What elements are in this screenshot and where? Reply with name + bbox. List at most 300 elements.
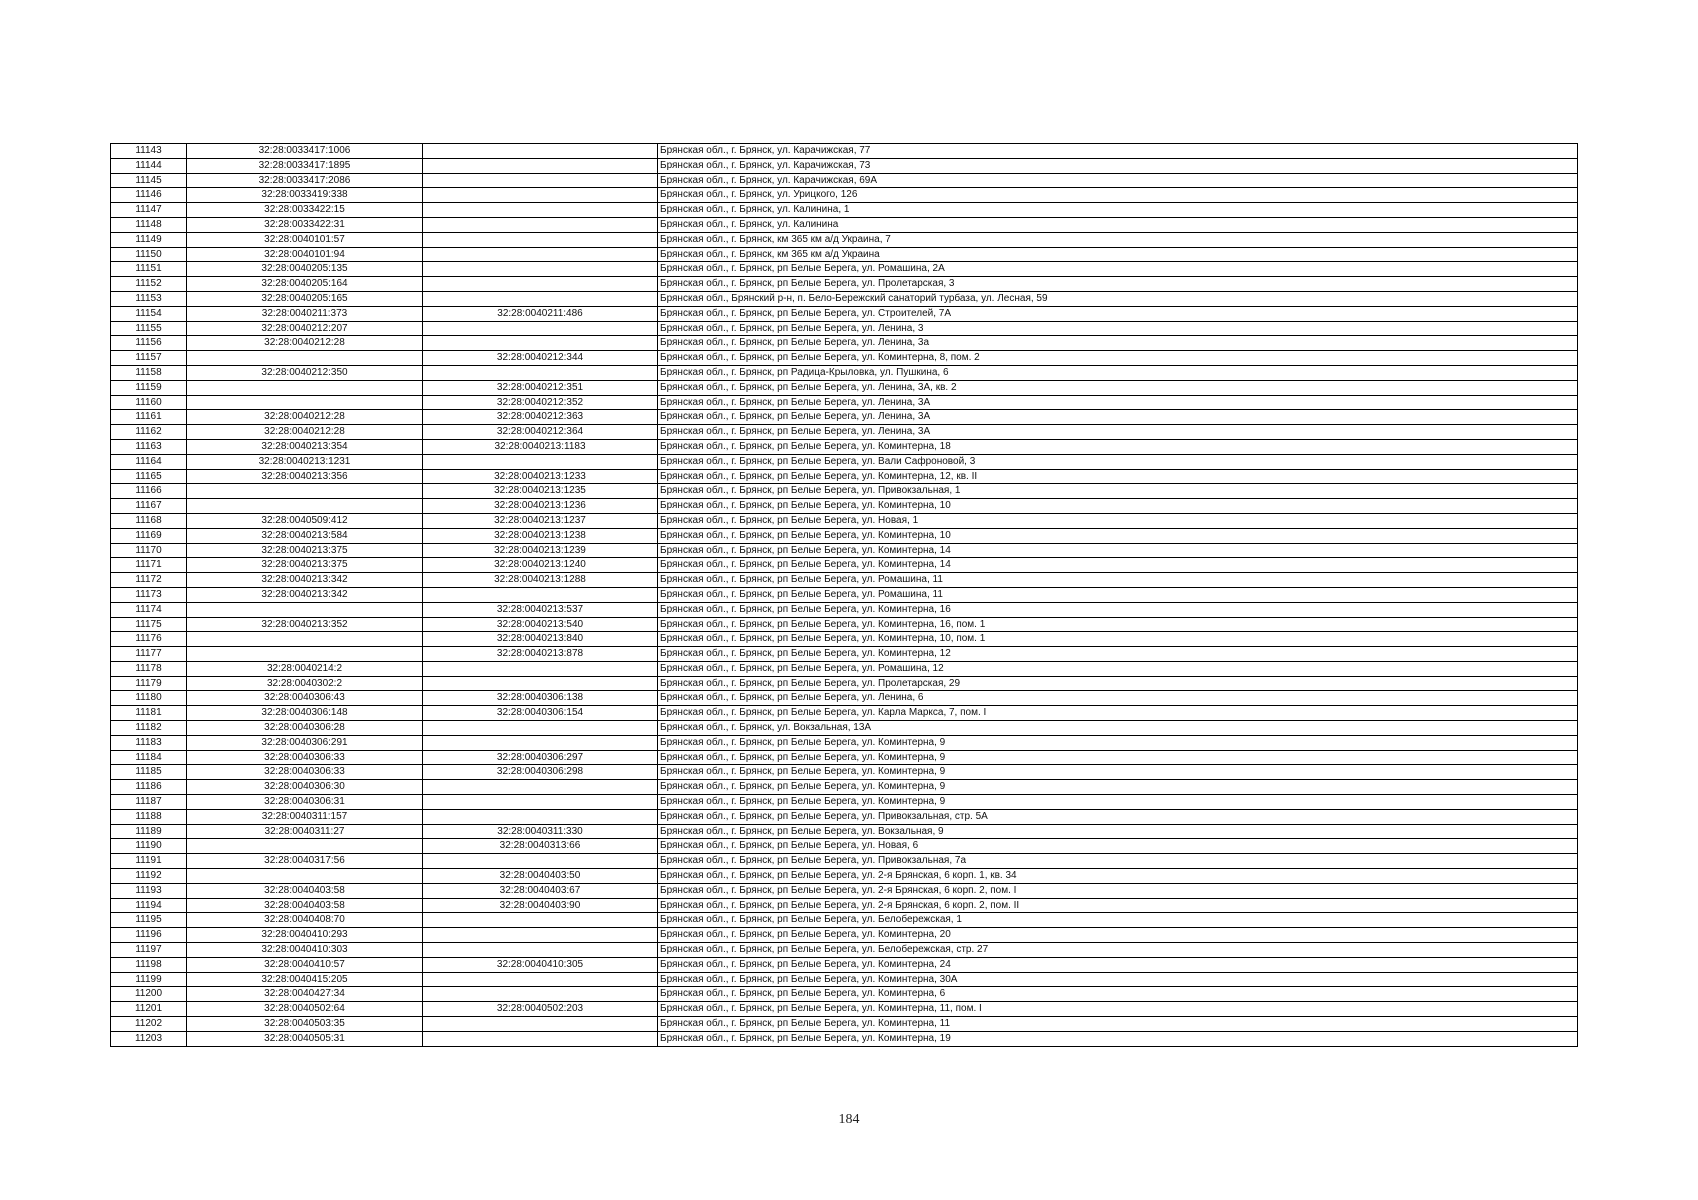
cadastral-number-cell: 32:28:0040205:164 [187, 277, 423, 292]
address-cell: Брянская обл., г. Брянск, ул. Вокзальная, 13А [658, 721, 1578, 736]
address-cell: Брянская обл., г. Брянск, рп Белые Берега, ул. Коминтерна, 8, пом. 2 [658, 351, 1578, 366]
cadastral-number-cell: 32:28:0040101:57 [187, 232, 423, 247]
row-number-cell: 11153 [111, 291, 187, 306]
row-number-cell: 11164 [111, 454, 187, 469]
address-cell: Брянская обл., г. Брянск, рп Белые Берега, ул. Ромашина, 2А [658, 262, 1578, 277]
cadastral-number-cell: 32:28:0040410:57 [187, 957, 423, 972]
sub-cadastral-number-cell: 32:28:0040213:1233 [423, 469, 658, 484]
cadastral-number-cell: 32:28:0040213:375 [187, 543, 423, 558]
row-number-cell: 11182 [111, 721, 187, 736]
table-row [111, 987, 1578, 1002]
address-cell: Брянская обл., г. Брянск, рп Белые Берега, ул. Коминтерна, 11 [658, 1017, 1578, 1032]
row-number-cell: 11167 [111, 499, 187, 514]
cadastral-number-cell: 32:28:0040213:584 [187, 528, 423, 543]
sub-cadastral-number-cell: 32:28:0040213:1235 [423, 484, 658, 499]
row-number-cell: 11165 [111, 469, 187, 484]
row-number-cell: 11173 [111, 587, 187, 602]
address-cell: Брянская обл., г. Брянск, рп Белые Берега, ул. Ленина, 6 [658, 691, 1578, 706]
row-number-cell: 11185 [111, 765, 187, 780]
cadastral-number-cell: 32:28:0040101:94 [187, 247, 423, 262]
cadastral-number-cell: 32:28:0033422:15 [187, 203, 423, 218]
row-number-cell: 11197 [111, 943, 187, 958]
row-number-cell: 11196 [111, 928, 187, 943]
address-cell: Брянская обл., г. Брянск, рп Белые Берега, ул. Ленина, 3А, кв. 2 [658, 380, 1578, 395]
sub-cadastral-number-cell: 32:28:0040213:1240 [423, 558, 658, 573]
address-cell: Брянская обл., г. Брянск, рп Белые Берега, ул. Новая, 6 [658, 839, 1578, 854]
sub-cadastral-number-cell: 32:28:0040213:1238 [423, 528, 658, 543]
row-number-cell: 11180 [111, 691, 187, 706]
table-row [111, 661, 1578, 676]
sub-cadastral-number-cell: 32:28:0040213:840 [423, 632, 658, 647]
row-number-cell: 11198 [111, 957, 187, 972]
address-cell: Брянская обл., г. Брянск, рп Белые Берега, ул. Ленина, 3 [658, 321, 1578, 336]
cadastral-number-cell [187, 351, 423, 366]
table-row [111, 543, 1578, 558]
row-number-cell: 11176 [111, 632, 187, 647]
address-cell: Брянская обл., г. Брянск, рп Белые Берега, ул. Коминтерна, 20 [658, 928, 1578, 943]
cadastral-number-cell: 32:28:0040213:375 [187, 558, 423, 573]
address-cell: Брянская обл., г. Брянск, рп Белые Берега, ул. Белобережская, 1 [658, 913, 1578, 928]
address-cell: Брянская обл., г. Брянск, рп Белые Берега, ул. Новая, 1 [658, 513, 1578, 528]
table-row [111, 469, 1578, 484]
address-cell: Брянская обл., г. Брянск, рп Белые Берега, ул. Привокзальная, 1 [658, 484, 1578, 499]
cadastral-number-cell: 32:28:0040306:28 [187, 721, 423, 736]
cadastral-number-cell: 32:28:0040214:2 [187, 661, 423, 676]
cadastral-number-cell: 32:28:0033422:31 [187, 217, 423, 232]
table-row [111, 395, 1578, 410]
cadastral-number-cell [187, 484, 423, 499]
address-cell: Брянская обл., г. Брянск, рп Белые Берега, ул. Коминтерна, 9 [658, 780, 1578, 795]
row-number-cell: 11191 [111, 854, 187, 869]
sub-cadastral-number-cell [423, 721, 658, 736]
table-row [111, 869, 1578, 884]
sub-cadastral-number-cell [423, 587, 658, 602]
address-cell: Брянская обл., г. Брянск, км 365 км а/д Украина [658, 247, 1578, 262]
cadastral-number-cell [187, 499, 423, 514]
sub-cadastral-number-cell: 32:28:0040212:351 [423, 380, 658, 395]
cadastral-number-cell [187, 647, 423, 662]
address-cell: Брянская обл., г. Брянск, рп Белые Берега, ул. Коминтерна, 9 [658, 750, 1578, 765]
cadastral-number-cell [187, 839, 423, 854]
sub-cadastral-number-cell: 32:28:0040213:1239 [423, 543, 658, 558]
row-number-cell: 11144 [111, 158, 187, 173]
table-row [111, 203, 1578, 218]
table-row [111, 1017, 1578, 1032]
address-cell: Брянская обл., г. Брянск, рп Белые Берега, ул. Ромашина, 11 [658, 587, 1578, 602]
sub-cadastral-number-cell [423, 661, 658, 676]
address-cell: Брянская обл., г. Брянск, рп Белые Берега, ул. Ленина, 3а [658, 336, 1578, 351]
address-cell: Брянская обл., г. Брянск, рп Белые Берега, ул. Ленина, 3А [658, 425, 1578, 440]
address-cell: Брянская обл., г. Брянск, рп Белые Берега, ул. Вокзальная, 9 [658, 824, 1578, 839]
row-number-cell: 11178 [111, 661, 187, 676]
address-cell: Брянская обл., г. Брянск, км 365 км а/д Украина, 7 [658, 232, 1578, 247]
row-number-cell: 11159 [111, 380, 187, 395]
address-cell: Брянская обл., г. Брянск, рп Белые Берега, ул. Коминтерна, 9 [658, 795, 1578, 810]
address-cell: Брянская обл., г. Брянск, рп Белые Берега, ул. Коминтерна, 6 [658, 987, 1578, 1002]
cadastral-number-cell: 32:28:0040211:373 [187, 306, 423, 321]
address-cell: Брянская обл., г. Брянск, рп Белые Берега, ул. 2-я Брянская, 6 корп. 2, пом. I [658, 883, 1578, 898]
address-cell: Брянская обл., г. Брянск, ул. Карачижская, 69А [658, 173, 1578, 188]
address-cell: Брянская обл., г. Брянск, рп Белые Берега, ул. Коминтерна, 14 [658, 558, 1578, 573]
address-cell: Брянская обл., г. Брянск, рп Белые Берега, ул. Коминтерна, 10 [658, 499, 1578, 514]
cadastral-number-cell: 32:28:0040306:33 [187, 765, 423, 780]
sub-cadastral-number-cell [423, 321, 658, 336]
cadastral-number-cell: 32:28:0040410:293 [187, 928, 423, 943]
sub-cadastral-number-cell: 32:28:0040403:90 [423, 898, 658, 913]
address-cell: Брянская обл., г. Брянск, рп Белые Берега, ул. Ленина, 3А [658, 410, 1578, 425]
sub-cadastral-number-cell: 32:28:0040212:344 [423, 351, 658, 366]
sub-cadastral-number-cell [423, 987, 658, 1002]
sub-cadastral-number-cell [423, 943, 658, 958]
row-number-cell: 11195 [111, 913, 187, 928]
row-number-cell: 11170 [111, 543, 187, 558]
row-number-cell: 11183 [111, 735, 187, 750]
address-cell: Брянская обл., г. Брянск, рп Белые Берега, ул. Коминтерна, 9 [658, 765, 1578, 780]
address-cell: Брянская обл., г. Брянск, рп Белые Берега, ул. Пролетарская, 3 [658, 277, 1578, 292]
table-row [111, 632, 1578, 647]
table-row [111, 499, 1578, 514]
table-row [111, 839, 1578, 854]
cadastral-number-cell: 32:28:0040306:33 [187, 750, 423, 765]
sub-cadastral-number-cell: 32:28:0040213:1237 [423, 513, 658, 528]
cadastral-number-cell: 32:28:0040509:412 [187, 513, 423, 528]
address-cell: Брянская обл., г. Брянск, рп Белые Берега, ул. Ленина, 3А [658, 395, 1578, 410]
table-row [111, 291, 1578, 306]
table-row [111, 795, 1578, 810]
table-row [111, 158, 1578, 173]
sub-cadastral-number-cell: 32:28:0040213:1183 [423, 439, 658, 454]
address-cell: Брянская обл., г. Брянск, рп Белые Берега, ул. Карла Маркса, 7, пом. I [658, 706, 1578, 721]
sub-cadastral-number-cell: 32:28:0040212:352 [423, 395, 658, 410]
table-row [111, 780, 1578, 795]
address-cell: Брянская обл., г. Брянск, рп Белые Берега, ул. Коминтерна, 12, кв. II [658, 469, 1578, 484]
sub-cadastral-number-cell [423, 144, 658, 159]
table-row [111, 410, 1578, 425]
sub-cadastral-number-cell: 32:28:0040306:154 [423, 706, 658, 721]
row-number-cell: 11203 [111, 1031, 187, 1046]
sub-cadastral-number-cell [423, 809, 658, 824]
row-number-cell: 11171 [111, 558, 187, 573]
cadastral-number-cell: 32:28:0040212:350 [187, 365, 423, 380]
address-cell: Брянская обл., г. Брянск, рп Белые Берега, ул. Коминтерна, 24 [658, 957, 1578, 972]
row-number-cell: 11190 [111, 839, 187, 854]
cadastral-number-cell: 32:28:0033417:1895 [187, 158, 423, 173]
table-row [111, 247, 1578, 262]
address-cell: Брянская обл., г. Брянск, рп Белые Берега, ул. Вали Сафроновой, 3 [658, 454, 1578, 469]
table-row [111, 217, 1578, 232]
cadastral-number-cell: 32:28:0040505:31 [187, 1031, 423, 1046]
row-number-cell: 11154 [111, 306, 187, 321]
address-cell: Брянская обл., г. Брянск, рп Белые Берега, ул. Строителей, 7А [658, 306, 1578, 321]
cadastral-number-cell: 32:28:0040212:28 [187, 425, 423, 440]
address-cell: Брянская обл., г. Брянск, рп Белые Берега, ул. 2-я Брянская, 6 корп. 2, пом. II [658, 898, 1578, 913]
row-number-cell: 11201 [111, 1002, 187, 1017]
address-cell: Брянская обл., г. Брянск, рп Белые Берега, ул. Коминтерна, 16, пом. 1 [658, 617, 1578, 632]
table-row [111, 513, 1578, 528]
table-row [111, 913, 1578, 928]
table-row [111, 558, 1578, 573]
table-row [111, 262, 1578, 277]
table-row [111, 232, 1578, 247]
table-row [111, 484, 1578, 499]
cadastral-number-cell: 32:28:0040311:157 [187, 809, 423, 824]
cadastral-number-cell: 32:28:0040213:1231 [187, 454, 423, 469]
cadastral-number-cell: 32:28:0040205:135 [187, 262, 423, 277]
table-row [111, 321, 1578, 336]
cadastral-number-cell: 32:28:0033419:338 [187, 188, 423, 203]
row-number-cell: 11184 [111, 750, 187, 765]
row-number-cell: 11192 [111, 869, 187, 884]
sub-cadastral-number-cell [423, 336, 658, 351]
address-cell: Брянская обл., г. Брянск, рп Белые Берега, ул. Ромашина, 12 [658, 661, 1578, 676]
address-cell: Брянская обл., г. Брянск, рп Радица-Крыловка, ул. Пушкина, 6 [658, 365, 1578, 380]
row-number-cell: 11162 [111, 425, 187, 440]
table-row [111, 721, 1578, 736]
row-number-cell: 11168 [111, 513, 187, 528]
row-number-cell: 11152 [111, 277, 187, 292]
table-row [111, 188, 1578, 203]
table-row [111, 676, 1578, 691]
cadastral-number-cell: 32:28:0040306:30 [187, 780, 423, 795]
cadastral-number-cell: 32:28:0040302:2 [187, 676, 423, 691]
table-row [111, 573, 1578, 588]
sub-cadastral-number-cell: 32:28:0040212:363 [423, 410, 658, 425]
cadastral-number-cell: 32:28:0040415:205 [187, 972, 423, 987]
cadastral-number-cell: 32:28:0040306:148 [187, 706, 423, 721]
address-cell: Брянская обл., г. Брянск, рп Белые Берега, ул. Коминтерна, 12 [658, 647, 1578, 662]
sub-cadastral-number-cell: 32:28:0040403:67 [423, 883, 658, 898]
table-row [111, 528, 1578, 543]
sub-cadastral-number-cell [423, 173, 658, 188]
row-number-cell: 11199 [111, 972, 187, 987]
table-row [111, 617, 1578, 632]
row-number-cell: 11194 [111, 898, 187, 913]
table-row [111, 691, 1578, 706]
sub-cadastral-number-cell [423, 365, 658, 380]
sub-cadastral-number-cell: 32:28:0040213:1236 [423, 499, 658, 514]
row-number-cell: 11202 [111, 1017, 187, 1032]
cadastral-number-cell: 32:28:0040502:64 [187, 1002, 423, 1017]
sub-cadastral-number-cell: 32:28:0040211:486 [423, 306, 658, 321]
address-cell: Брянская обл., г. Брянск, рп Белые Берега, ул. Коминтерна, 10 [658, 528, 1578, 543]
table-row [111, 1002, 1578, 1017]
sub-cadastral-number-cell: 32:28:0040311:330 [423, 824, 658, 839]
sub-cadastral-number-cell: 32:28:0040213:1288 [423, 573, 658, 588]
table-row [111, 425, 1578, 440]
sub-cadastral-number-cell [423, 913, 658, 928]
row-number-cell: 11156 [111, 336, 187, 351]
cadastral-number-cell: 32:28:0040205:165 [187, 291, 423, 306]
cadastral-number-cell: 32:28:0040212:207 [187, 321, 423, 336]
row-number-cell: 11193 [111, 883, 187, 898]
cadastral-number-cell [187, 395, 423, 410]
address-cell: Брянская обл., г. Брянск, ул. Карачижская, 77 [658, 144, 1578, 159]
address-cell: Брянская обл., г. Брянск, ул. Калинина, 1 [658, 203, 1578, 218]
address-cell: Брянская обл., г. Брянск, рп Белые Берега, ул. Белобережская, стр. 27 [658, 943, 1578, 958]
address-cell: Брянская обл., Брянский р-н, п. Бело-Бережский санаторий турбаза, ул. Лесная, 59 [658, 291, 1578, 306]
cadastral-number-cell: 32:28:0040213:352 [187, 617, 423, 632]
sub-cadastral-number-cell [423, 1031, 658, 1046]
row-number-cell: 11146 [111, 188, 187, 203]
sub-cadastral-number-cell [423, 291, 658, 306]
table-row [111, 144, 1578, 159]
row-number-cell: 11161 [111, 410, 187, 425]
cadastral-number-cell: 32:28:0040410:303 [187, 943, 423, 958]
cadastral-number-cell: 32:28:0033417:2086 [187, 173, 423, 188]
address-cell: Брянская обл., г. Брянск, рп Белые Берега, ул. Коминтерна, 14 [658, 543, 1578, 558]
registry-table-body [111, 144, 1578, 1047]
table-row [111, 824, 1578, 839]
sub-cadastral-number-cell [423, 188, 658, 203]
row-number-cell: 11188 [111, 809, 187, 824]
address-cell: Брянская обл., г. Брянск, ул. Урицкого, 126 [658, 188, 1578, 203]
sub-cadastral-number-cell [423, 780, 658, 795]
sub-cadastral-number-cell [423, 158, 658, 173]
sub-cadastral-number-cell: 32:28:0040410:305 [423, 957, 658, 972]
cadastral-number-cell: 32:28:0040306:31 [187, 795, 423, 810]
sub-cadastral-number-cell [423, 232, 658, 247]
address-cell: Брянская обл., г. Брянск, рп Белые Берега, ул. Коминтерна, 18 [658, 439, 1578, 454]
cadastral-number-cell [187, 632, 423, 647]
row-number-cell: 11145 [111, 173, 187, 188]
table-row [111, 602, 1578, 617]
row-number-cell: 11200 [111, 987, 187, 1002]
row-number-cell: 11189 [111, 824, 187, 839]
address-cell: Брянская обл., г. Брянск, рп Белые Берега, ул. 2-я Брянская, 6 корп. 1, кв. 34 [658, 869, 1578, 884]
row-number-cell: 11163 [111, 439, 187, 454]
row-number-cell: 11169 [111, 528, 187, 543]
row-number-cell: 11160 [111, 395, 187, 410]
table-row [111, 735, 1578, 750]
row-number-cell: 11158 [111, 365, 187, 380]
row-number-cell: 11175 [111, 617, 187, 632]
cadastral-number-cell: 32:28:0040408:70 [187, 913, 423, 928]
table-row [111, 647, 1578, 662]
sub-cadastral-number-cell [423, 277, 658, 292]
address-cell: Брянская обл., г. Брянск, ул. Калинина [658, 217, 1578, 232]
table-row [111, 454, 1578, 469]
cadastral-number-cell: 32:28:0040212:28 [187, 410, 423, 425]
address-cell: Брянская обл., г. Брянск, рп Белые Берега, ул. Коминтерна, 11, пом. I [658, 1002, 1578, 1017]
row-number-cell: 11179 [111, 676, 187, 691]
table-row [111, 380, 1578, 395]
table-row [111, 883, 1578, 898]
table-row [111, 706, 1578, 721]
property-registry-table [110, 143, 1578, 1047]
table-row [111, 173, 1578, 188]
sub-cadastral-number-cell [423, 262, 658, 277]
sub-cadastral-number-cell [423, 676, 658, 691]
table-row [111, 809, 1578, 824]
table-row [111, 351, 1578, 366]
address-cell: Брянская обл., г. Брянск, ул. Карачижская, 73 [658, 158, 1578, 173]
sub-cadastral-number-cell: 32:28:0040306:298 [423, 765, 658, 780]
address-cell: Брянская обл., г. Брянск, рп Белые Берега, ул. Коминтерна, 30А [658, 972, 1578, 987]
cadastral-number-cell: 32:28:0040403:58 [187, 898, 423, 913]
cadastral-number-cell: 32:28:0040213:354 [187, 439, 423, 454]
sub-cadastral-number-cell [423, 454, 658, 469]
cadastral-number-cell: 32:28:0040306:291 [187, 735, 423, 750]
row-number-cell: 11187 [111, 795, 187, 810]
row-number-cell: 11157 [111, 351, 187, 366]
address-cell: Брянская обл., г. Брянск, рп Белые Берега, ул. Коминтерна, 16 [658, 602, 1578, 617]
cadastral-number-cell: 32:28:0040403:58 [187, 883, 423, 898]
table-row [111, 957, 1578, 972]
table-row [111, 854, 1578, 869]
cadastral-number-cell: 32:28:0040311:27 [187, 824, 423, 839]
sub-cadastral-number-cell: 32:28:0040502:203 [423, 1002, 658, 1017]
sub-cadastral-number-cell: 32:28:0040306:138 [423, 691, 658, 706]
table-row [111, 750, 1578, 765]
cadastral-number-cell [187, 380, 423, 395]
table-row [111, 765, 1578, 780]
row-number-cell: 11147 [111, 203, 187, 218]
cadastral-number-cell: 32:28:0040427:34 [187, 987, 423, 1002]
sub-cadastral-number-cell [423, 1017, 658, 1032]
sub-cadastral-number-cell: 32:28:0040306:297 [423, 750, 658, 765]
cadastral-number-cell: 32:28:0040306:43 [187, 691, 423, 706]
row-number-cell: 11155 [111, 321, 187, 336]
sub-cadastral-number-cell: 32:28:0040212:364 [423, 425, 658, 440]
sub-cadastral-number-cell: 32:28:0040213:537 [423, 602, 658, 617]
address-cell: Брянская обл., г. Брянск, рп Белые Берега, ул. Коминтерна, 9 [658, 735, 1578, 750]
table-row [111, 439, 1578, 454]
sub-cadastral-number-cell: 32:28:0040313:66 [423, 839, 658, 854]
row-number-cell: 11174 [111, 602, 187, 617]
table-row [111, 928, 1578, 943]
address-cell: Брянская обл., г. Брянск, рп Белые Берега, ул. Привокзальная, 7а [658, 854, 1578, 869]
sub-cadastral-number-cell: 32:28:0040403:50 [423, 869, 658, 884]
sub-cadastral-number-cell [423, 203, 658, 218]
table-row [111, 972, 1578, 987]
address-cell: Брянская обл., г. Брянск, рп Белые Берега, ул. Коминтерна, 19 [658, 1031, 1578, 1046]
table-row [111, 336, 1578, 351]
table-row [111, 365, 1578, 380]
row-number-cell: 11166 [111, 484, 187, 499]
row-number-cell: 11177 [111, 647, 187, 662]
cadastral-number-cell: 32:28:0040213:342 [187, 573, 423, 588]
row-number-cell: 11172 [111, 573, 187, 588]
row-number-cell: 11148 [111, 217, 187, 232]
sub-cadastral-number-cell [423, 928, 658, 943]
table-row [111, 898, 1578, 913]
row-number-cell: 11181 [111, 706, 187, 721]
sub-cadastral-number-cell [423, 795, 658, 810]
address-cell: Брянская обл., г. Брянск, рп Белые Берега, ул. Привокзальная, стр. 5А [658, 809, 1578, 824]
sub-cadastral-number-cell [423, 217, 658, 232]
cadastral-number-cell: 32:28:0040213:356 [187, 469, 423, 484]
cadastral-number-cell: 32:28:0040213:342 [187, 587, 423, 602]
table-row [111, 306, 1578, 321]
row-number-cell: 11150 [111, 247, 187, 262]
page-number: 184 [838, 1112, 860, 1127]
sub-cadastral-number-cell [423, 735, 658, 750]
table-row [111, 277, 1578, 292]
cadastral-number-cell: 32:28:0040503:35 [187, 1017, 423, 1032]
row-number-cell: 11151 [111, 262, 187, 277]
row-number-cell: 11186 [111, 780, 187, 795]
row-number-cell: 11149 [111, 232, 187, 247]
cadastral-number-cell: 32:28:0033417:1006 [187, 144, 423, 159]
row-number-cell: 11143 [111, 144, 187, 159]
sub-cadastral-number-cell: 32:28:0040213:878 [423, 647, 658, 662]
sub-cadastral-number-cell [423, 972, 658, 987]
table-row [111, 587, 1578, 602]
sub-cadastral-number-cell [423, 854, 658, 869]
sub-cadastral-number-cell: 32:28:0040213:540 [423, 617, 658, 632]
table-row [111, 1031, 1578, 1046]
address-cell: Брянская обл., г. Брянск, рп Белые Берега, ул. Коминтерна, 10, пом. 1 [658, 632, 1578, 647]
